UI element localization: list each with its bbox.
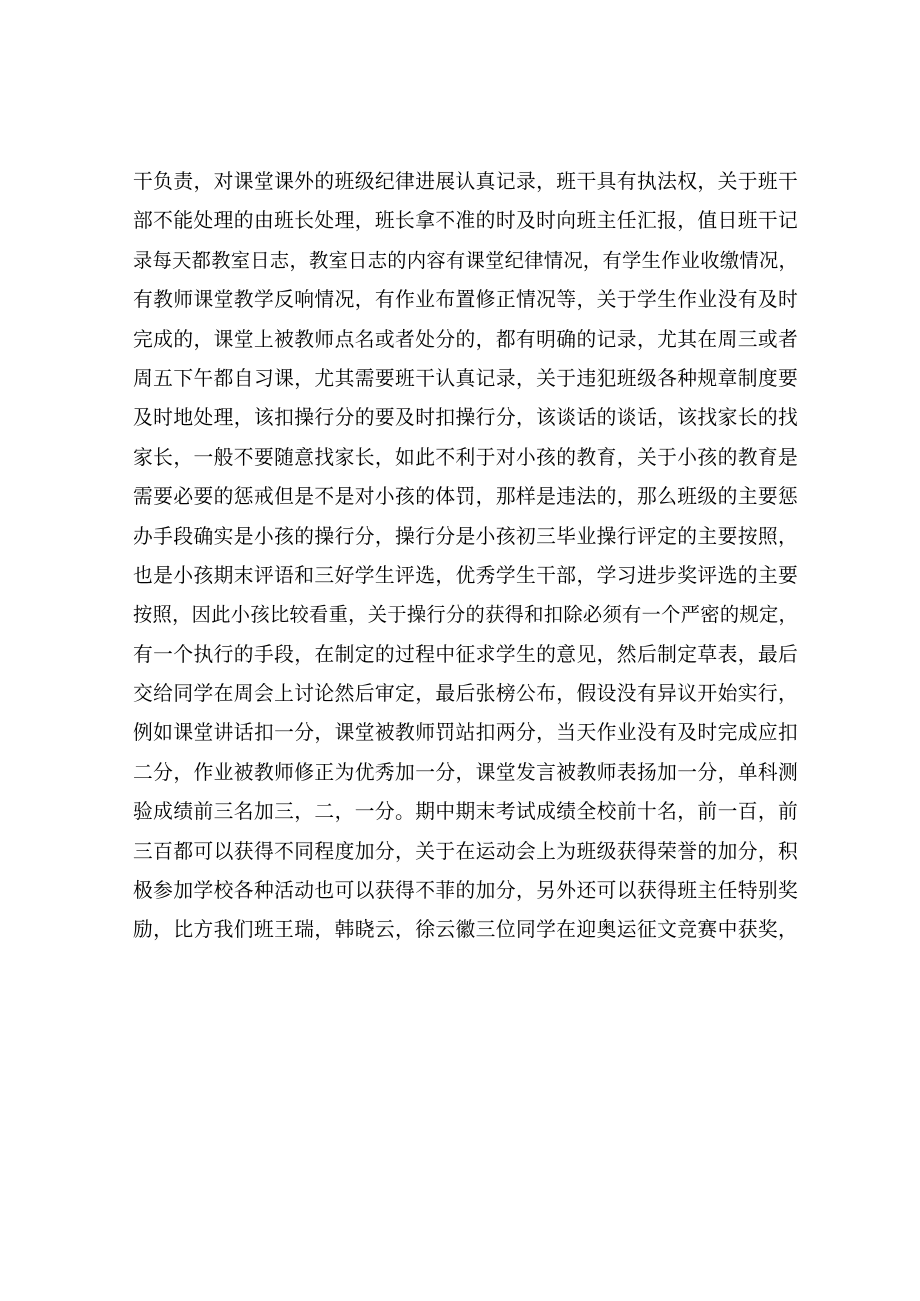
text-line: 三百都可以获得不同程度加分，关于在运动会上为班级获得荣誉的加分，积	[133, 839, 798, 863]
text-line: 极参加学校各种活动也可以获得不菲的加分，另外还可以获得班主任特别奖	[133, 879, 798, 903]
text-line: 励，比方我们班王瑞，韩晓云，徐云徽三位同学在迎奥运征文竞赛中获奖，	[133, 918, 798, 942]
text-line: 家长，一般不要随意找家长，如此不利于对小孩的教育，关于小孩的教育是	[133, 445, 798, 469]
text-line: 完成的，课堂上被教师点名或者处分的，都有明确的记录，尤其在周三或者	[133, 327, 798, 351]
text-line: 办手段确实是小孩的操行分，操行分是小孩初三毕业操行评定的主要按照，	[133, 524, 798, 548]
text-line: 录每天都教室日志，教室日志的内容有课堂纪律情况，有学生作业收缴情况，	[133, 248, 798, 272]
text-line: 例如课堂讲话扣一分，课堂被教师罚站扣两分，当天作业没有及时完成应扣	[133, 721, 798, 745]
text-line: 有教师课堂教学反响情况，有作业布置修正情况等，关于学生作业没有及时	[133, 288, 798, 312]
text-line: 也是小孩期末评语和三好学生评选，优秀学生干部，学习进步奖评选的主要	[133, 563, 798, 587]
body-paragraph	[133, 162, 798, 950]
text-line: 部不能处理的由班长处理，班长拿不准的时及时向班主任汇报，值日班干记	[133, 209, 798, 233]
text-line: 交给同学在周会上讨论然后审定，最后张榜公布，假设没有异议开始实行，	[133, 682, 798, 706]
text-line: 按照，因此小孩比较看重，关于操行分的获得和扣除必须有一个严密的规定，	[133, 603, 798, 627]
text-line: 有一个执行的手段，在制定的过程中征求学生的意见，然后制定草表，最后	[133, 642, 798, 666]
text-line: 干负责，对课堂课外的班级纪律进展认真记录，班干具有执法权，关于班干	[133, 170, 798, 193]
text-line: 及时地处理，该扣操行分的要及时扣操行分，该谈话的谈话，该找家长的找	[133, 406, 798, 430]
text-line: 周五下午都自习课，尤其需要班干认真记录，关于违犯班级各种规章制度要	[133, 366, 798, 390]
text-line: 需要必要的惩戒但是不是对小孩的体罚，那样是违法的，那么班级的主要惩	[133, 485, 798, 509]
text-line: 二分，作业被教师修正为优秀加一分，课堂发言被教师表扬加一分，单科测	[133, 760, 798, 784]
text-line: 验成绩前三名加三，二，一分。期中期末考试成绩全校前十名，前一百，前	[133, 800, 798, 824]
